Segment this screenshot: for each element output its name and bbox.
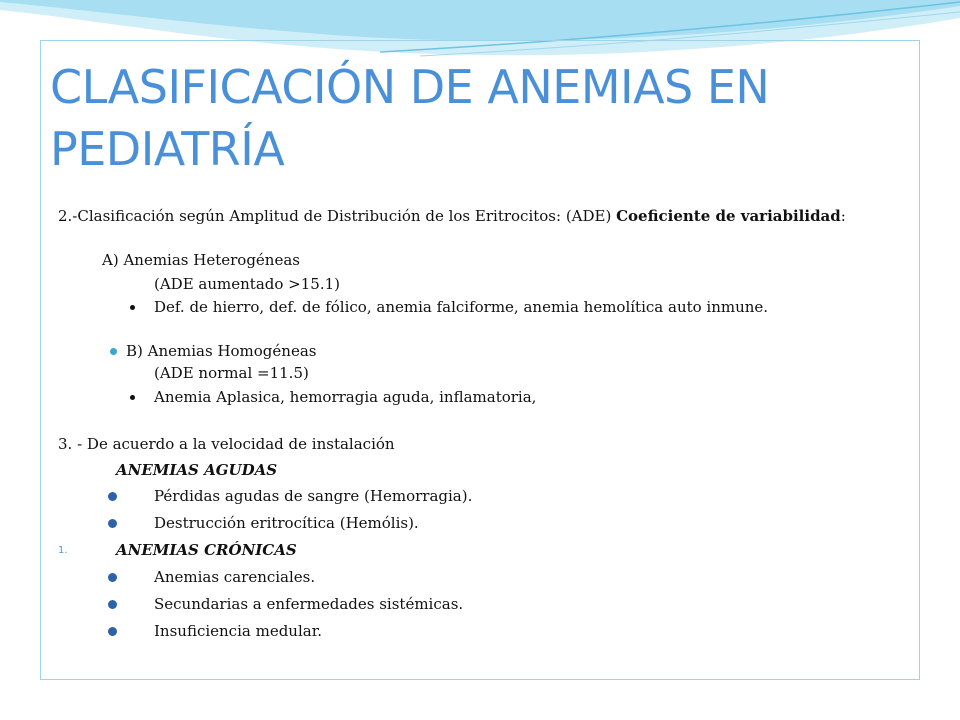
cronicas-label: ANEMIAS CRÓNICAS — [116, 541, 297, 559]
list-number-marker: 1. — [58, 545, 68, 556]
cronicas-item: Secundarias a enfermedades sistémicas. — [154, 595, 464, 613]
title-line-2: PEDIATRÍA — [50, 122, 285, 176]
section-2-intro — [58, 206, 846, 226]
section-2-intro-bold: Coeficiente de variabilidad — [616, 207, 841, 225]
agudas-item: Destrucción eritrocítica (Hemólis). — [154, 514, 419, 532]
group-a-heading: A) Anemias Heterogéneas — [102, 251, 300, 269]
bullet-dot-icon — [130, 395, 135, 400]
group-a-note: (ADE aumentado >15.1) — [154, 275, 340, 293]
group-b-note: (ADE normal =11.5) — [154, 364, 309, 382]
section-3-heading: 3. - De acuerdo a la velocidad de instalación — [58, 435, 395, 453]
cronicas-item: Insuficiencia medular. — [154, 622, 322, 640]
agudas-label: ANEMIAS AGUDAS — [116, 461, 278, 479]
group-b-heading: B) Anemias Homogéneas — [126, 342, 317, 360]
group-a-item: Def. de hierro, def. de fólico, anemia falciforme, anemia hemolítica auto inmune. — [154, 298, 769, 316]
bullet-dot-icon — [110, 348, 117, 355]
group-b-item: Anemia Aplasica, hemorragia aguda, inflamatoria, — [154, 388, 537, 406]
cronicas-item: Anemias carenciales. — [154, 568, 316, 586]
section-2-intro-text: 2.-Clasificación según Amplitud de Distribución de los Eritrocitos: (ADE) — [58, 207, 617, 225]
bullet-dot-icon — [108, 519, 117, 528]
title-line-1: CLASIFICACIÓN DE ANEMIAS EN — [50, 60, 770, 114]
section-2-intro-colon: : — [840, 207, 846, 225]
bullet-dot-icon — [108, 627, 117, 636]
agudas-item: Pérdidas agudas de sangre (Hemorragia). — [154, 487, 473, 505]
bullet-dot-icon — [108, 600, 117, 609]
slide-title — [50, 56, 910, 180]
bullet-dot-icon — [108, 492, 117, 501]
bullet-dot-icon — [108, 573, 117, 582]
bullet-dot-icon — [130, 305, 135, 310]
